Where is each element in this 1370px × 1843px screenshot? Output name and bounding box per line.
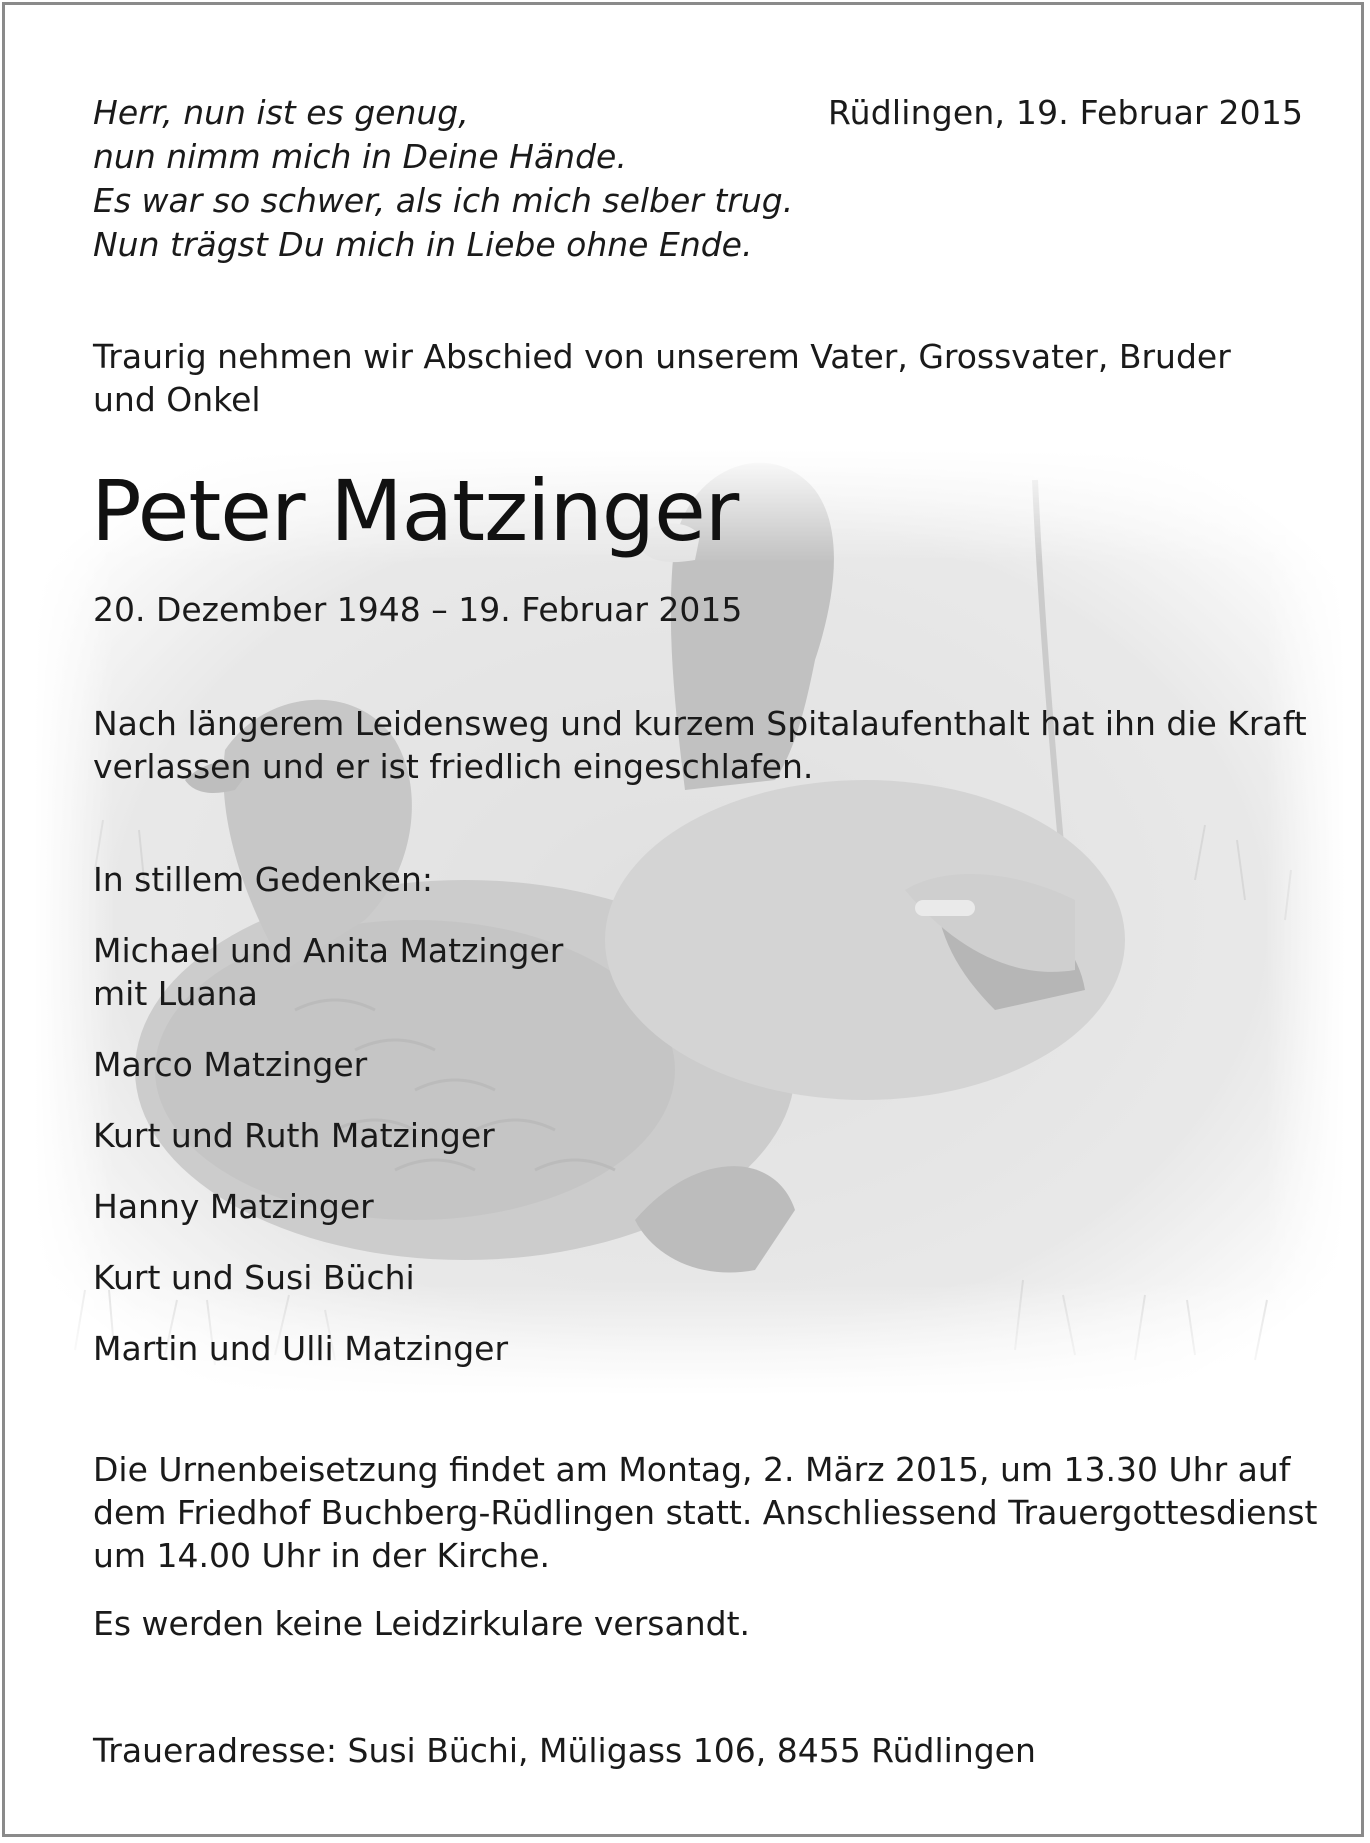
verse-line: Es war so schwer, als ich mich selber trug. <box>93 181 794 220</box>
place-date: Rüdlingen, 19. Februar 2015 <box>828 93 1304 132</box>
funeral-line: um 14.00 Uhr in der Kirche. <box>93 1536 551 1575</box>
passing-line: Nach längerem Leidensweg und kurzem Spitalaufenthalt hat ihn die Kraft <box>93 704 1307 743</box>
mourner-entry <box>93 1114 495 1157</box>
intro-text: Traurig nehmen wir Abschied von unserem Vater, Grossvater, Bruder und Onkel <box>93 337 1231 419</box>
life-dates-text: 20. Dezember 1948 – 19. Februar 2015 <box>93 590 743 629</box>
mourner-name: Kurt und Susi Büchi <box>93 1258 415 1297</box>
verse-line: Herr, nun ist es genug, <box>93 93 469 132</box>
mourner-name: Martin und Ulli Matzinger <box>93 1329 509 1368</box>
no-circulars-text: Es werden keine Leidzirkulare versandt. <box>93 1604 751 1643</box>
life-dates <box>93 588 742 631</box>
no-circulars-note <box>93 1602 750 1645</box>
mourner-entry <box>93 929 563 1015</box>
funeral-line: Die Urnenbeisetzung findet am Montag, 2. März 2015, um 13.30 Uhr auf <box>93 1450 1291 1489</box>
mourner-name: Hanny Matzinger <box>93 1187 374 1226</box>
mourners-heading <box>93 858 433 901</box>
mourner-entry <box>93 1185 374 1228</box>
verse <box>93 91 793 267</box>
verse-line: nun nimm mich in Deine Hände. <box>93 137 627 176</box>
obituary-card <box>2 2 1364 1837</box>
mourner-entry <box>93 1327 508 1370</box>
passing-line: verlassen und er ist friedlich eingeschlafen. <box>93 747 814 786</box>
passing-text <box>93 702 1307 788</box>
mourner-entry <box>93 1256 415 1299</box>
mourner-name: mit Luana <box>93 974 258 1013</box>
verse-line: Nun trägst Du mich in Liebe ohne Ende. <box>93 225 753 264</box>
mourner-name: Kurt und Ruth Matzinger <box>93 1116 495 1155</box>
mourning-address-text: Traueradresse: Susi Büchi, Müligass 106, 8455 Rüdlingen <box>93 1731 1036 1770</box>
funeral-info <box>93 1448 1318 1577</box>
mourner-name: Michael und Anita Matzinger <box>93 931 564 970</box>
mourner-name: Marco Matzinger <box>93 1045 368 1084</box>
funeral-line: dem Friedhof Buchberg-Rüdlingen statt. Anschliessend Trauergottesdienst <box>93 1493 1318 1532</box>
deceased-name: Peter Matzinger <box>91 462 739 560</box>
mourners-heading-text: In stillem Gedenken: <box>93 860 434 899</box>
mourning-address <box>93 1729 1036 1772</box>
mourner-entry <box>93 1043 367 1086</box>
